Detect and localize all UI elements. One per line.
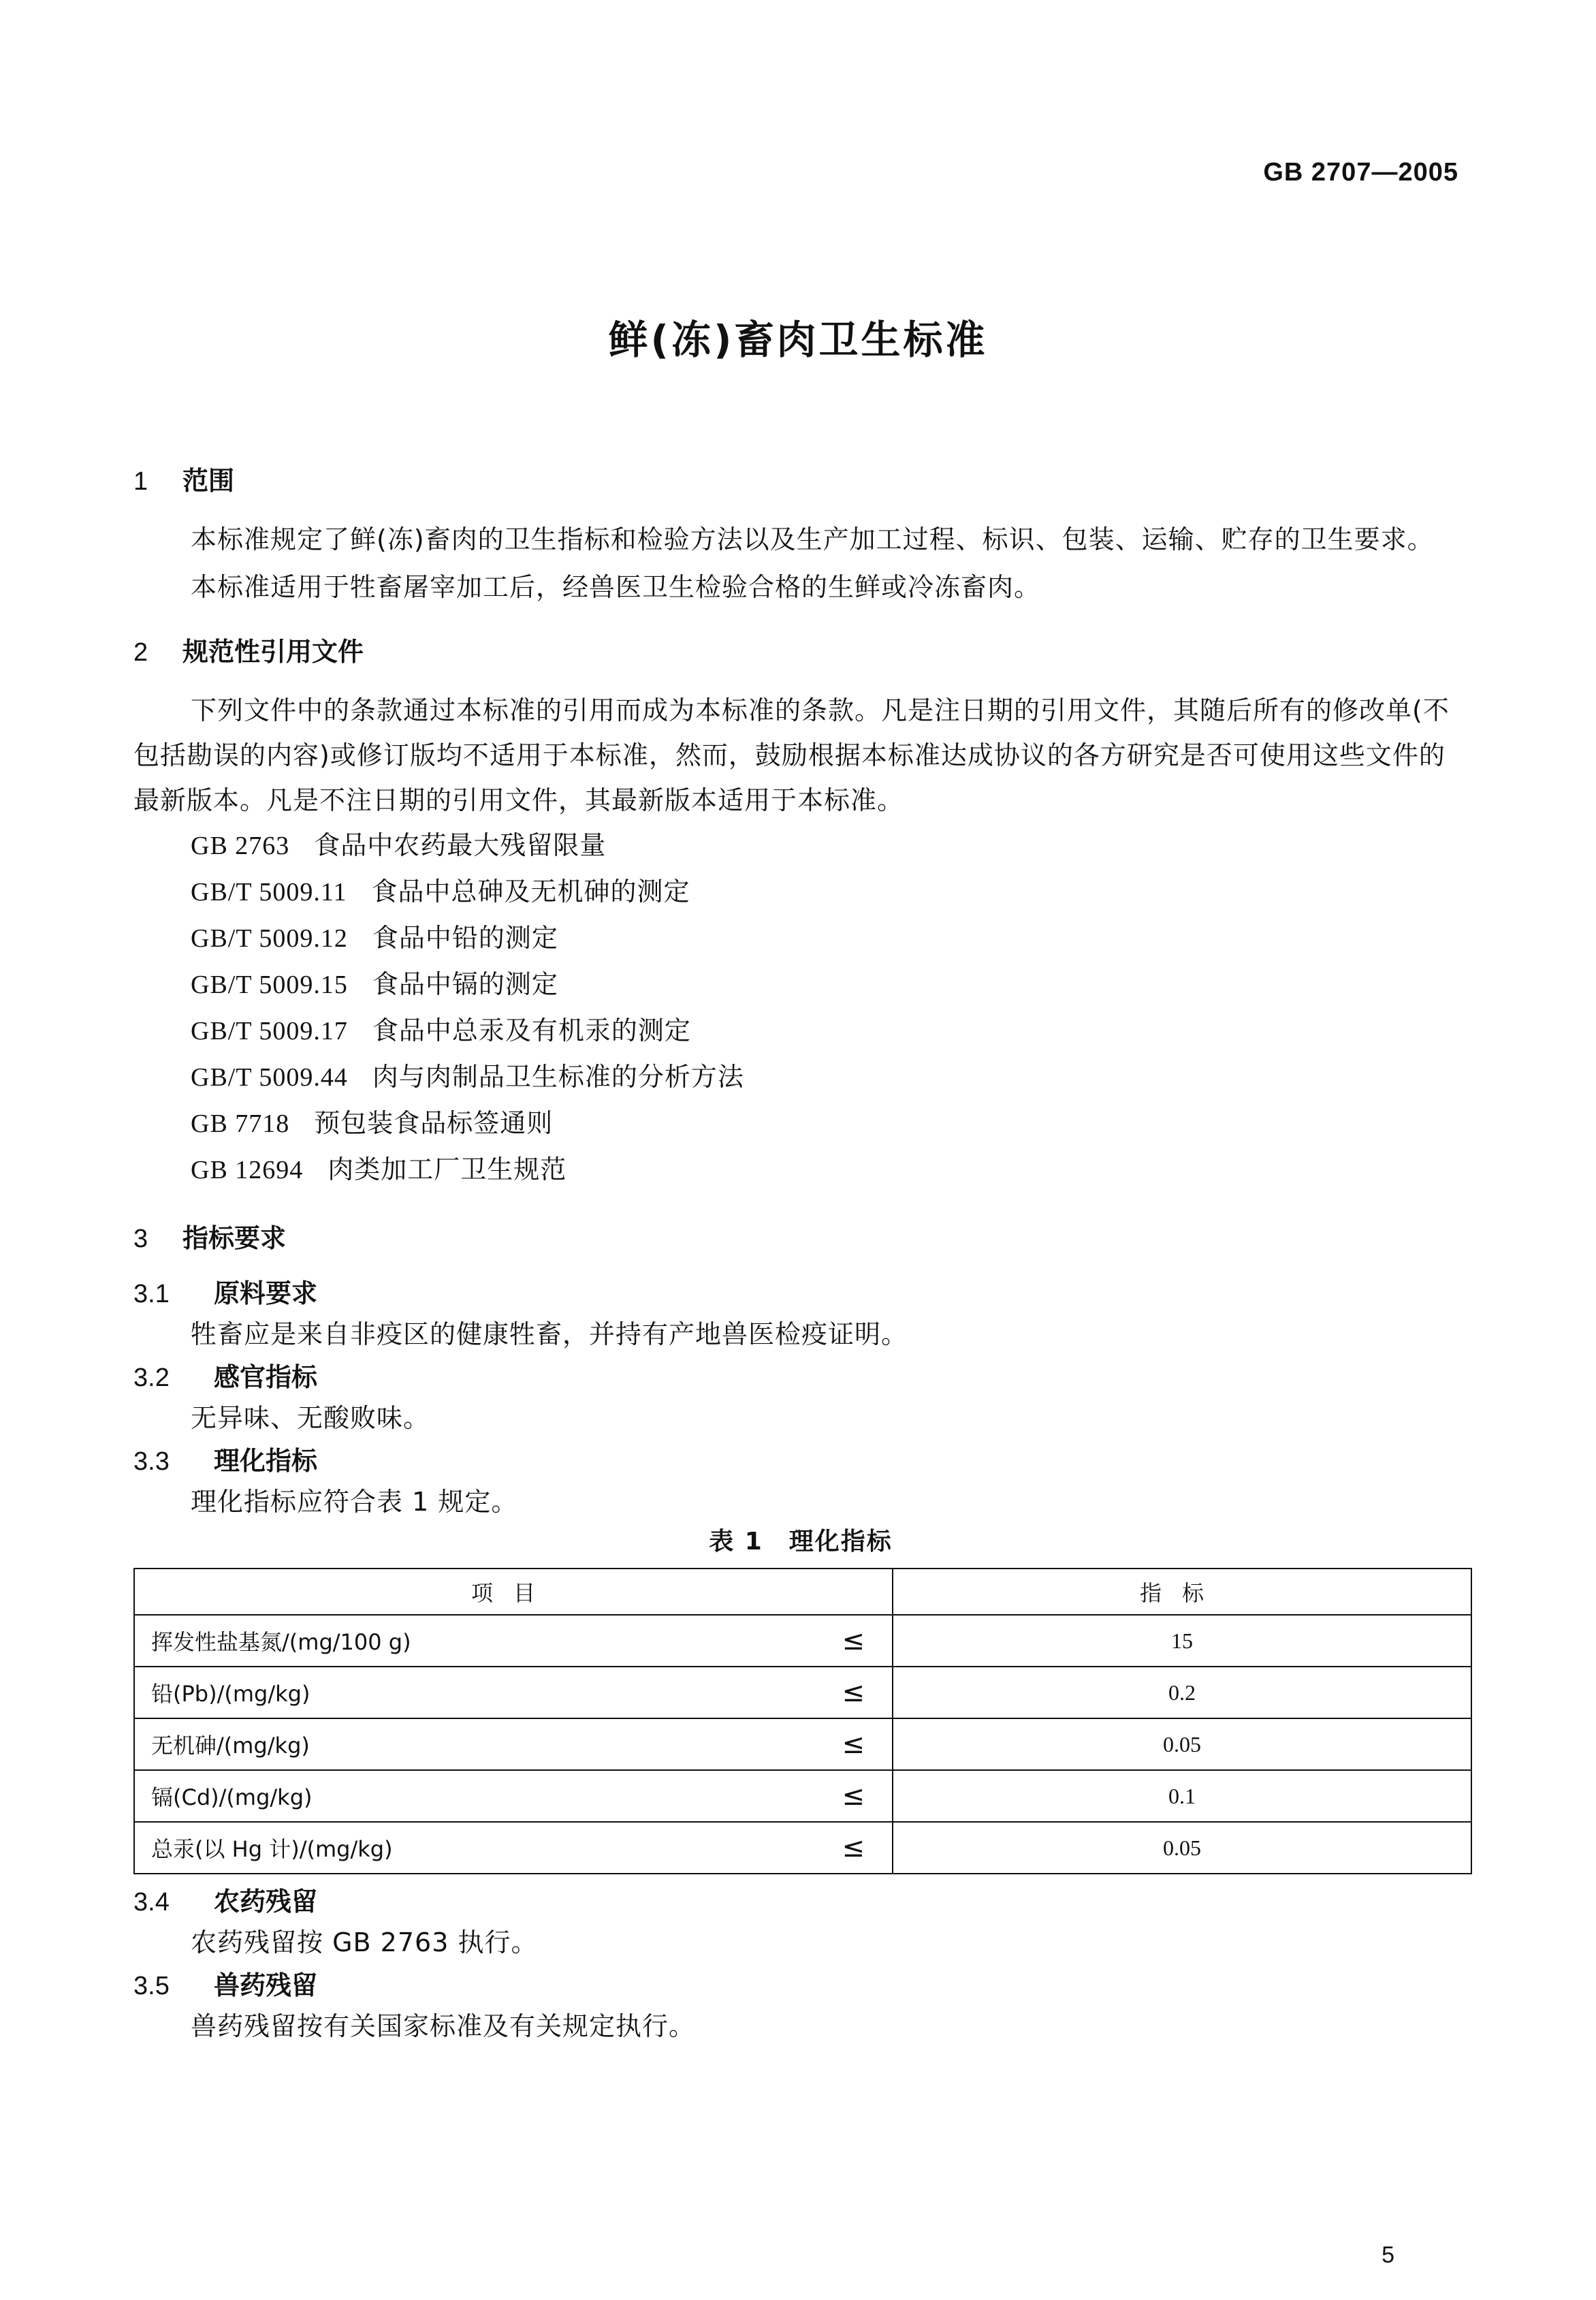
reference-item xyxy=(133,915,1468,962)
reference-code: GB/T 5009.12 xyxy=(191,924,348,953)
table-row xyxy=(134,1667,1471,1718)
subsection-title: 兽药残留 xyxy=(214,1970,318,2000)
table-cell-relation: ≤ xyxy=(808,1615,893,1667)
table-cell-item: 镉(Cd)/(mg/kg) xyxy=(134,1770,808,1822)
paragraph: 本标准规定了鲜(冻)畜肉的卫生指标和检验方法以及生产加工过程、标识、包装、运输、贮存的卫生要求。 xyxy=(191,524,1434,554)
subsection-number: 3.2 xyxy=(133,1364,170,1392)
reference-code: GB/T 5009.15 xyxy=(191,971,348,999)
standard-code: GB 2707—2005 xyxy=(1263,158,1458,187)
subsection-3-2-heading xyxy=(133,1359,1468,1396)
reference-item xyxy=(133,823,1468,869)
section-2 xyxy=(133,634,1468,1193)
reference-title: 肉与肉制品卫生标准的分析方法 xyxy=(372,1062,744,1092)
section-2-heading xyxy=(133,634,1468,670)
table-row xyxy=(134,1770,1471,1822)
section-1-heading xyxy=(133,463,1468,499)
reference-title: 肉类加工厂卫生规范 xyxy=(328,1154,567,1184)
table-header-row xyxy=(134,1569,1471,1615)
paragraph: 本标准适用于牲畜屠宰加工后，经兽医卫生检验合格的生鲜或冷冻畜肉。 xyxy=(191,572,1041,602)
table-cell-value: 0.2 xyxy=(893,1667,1471,1718)
table-row xyxy=(134,1822,1471,1874)
reference-code: GB/T 5009.44 xyxy=(191,1063,348,1092)
reference-item xyxy=(133,869,1468,915)
section-number: 2 xyxy=(133,638,148,667)
table-cell-relation: ≤ xyxy=(808,1822,893,1874)
page-number: 5 xyxy=(1382,2242,1394,2268)
reference-title: 预包装食品标签通则 xyxy=(314,1108,554,1138)
section-number: 3 xyxy=(133,1225,148,1253)
table-cell-value: 15 xyxy=(893,1615,1471,1667)
section-1 xyxy=(133,463,1468,610)
paragraph: 理化指标应符合表 1 规定。 xyxy=(191,1487,518,1517)
subsection-3-3-heading xyxy=(133,1443,1468,1479)
reference-list xyxy=(133,823,1468,1193)
paragraph: 牲畜应是来自非疫区的健康牲畜，并持有产地兽医检疫证明。 xyxy=(191,1319,908,1349)
reference-title: 食品中总汞及有机汞的测定 xyxy=(372,1015,691,1045)
table-cell-relation: ≤ xyxy=(808,1667,893,1718)
table-cell-item: 无机砷/(mg/kg) xyxy=(134,1718,808,1770)
reference-title: 食品中总砷及无机砷的测定 xyxy=(371,877,690,907)
reference-code: GB/T 5009.17 xyxy=(191,1017,348,1045)
table-cell-relation: ≤ xyxy=(808,1718,893,1770)
paragraph: 无异味、无酸败味。 xyxy=(191,1403,430,1433)
table-cell-value: 0.05 xyxy=(893,1718,1471,1770)
section-title: 规范性引用文件 xyxy=(182,637,364,667)
subsection-number: 3.5 xyxy=(133,1972,170,2000)
subsection-number: 3.3 xyxy=(133,1447,170,1476)
reference-code: GB 2763 xyxy=(191,832,290,860)
subsection-number: 3.4 xyxy=(133,1888,170,1917)
reference-title: 食品中镉的测定 xyxy=(372,969,558,999)
paragraph: 农药残留按 GB 2763 执行。 xyxy=(191,1927,538,1957)
reference-code: GB 12694 xyxy=(191,1156,304,1184)
reference-code: GB/T 5009.11 xyxy=(191,878,347,907)
document-body xyxy=(133,463,1468,2049)
reference-item xyxy=(133,1008,1468,1054)
table-row xyxy=(134,1718,1471,1770)
paragraph: 下列文件中的条款通过本标准的引用而成为本标准的条款。凡是注日期的引用文件，其随后所有的修改单(不包括勘误的内容)或修订版均不适用于本标准，然而，鼓励根据本标准达成协议的各方研究是否可使用这些文件的最新版本。凡是不注日期的引用文件，其最新版本适用于本标准。 xyxy=(133,695,1450,815)
reference-code: GB 7718 xyxy=(191,1109,290,1138)
subsection-3-1-heading xyxy=(133,1276,1468,1312)
section-title: 指标要求 xyxy=(182,1223,287,1253)
reference-title: 食品中铅的测定 xyxy=(372,923,558,953)
reference-title: 食品中农药最大残留限量 xyxy=(314,830,607,860)
reference-item xyxy=(133,1147,1468,1193)
reference-item xyxy=(133,1101,1468,1147)
physicochemical-table xyxy=(133,1568,1472,1874)
reference-item xyxy=(133,1054,1468,1101)
paragraph: 兽药残留按有关国家标准及有关规定执行。 xyxy=(191,2011,696,2041)
document-title: 鲜(冻)畜肉卫生标准 xyxy=(608,317,988,363)
column-header-item: 项目 xyxy=(134,1569,893,1615)
subsection-title: 感官指标 xyxy=(214,1362,318,1392)
subsection-title: 原料要求 xyxy=(214,1278,318,1308)
column-header-value: 指标 xyxy=(893,1569,1471,1615)
subsection-3-5-heading xyxy=(133,1968,1468,2004)
subsection-title: 农药残留 xyxy=(214,1887,318,1917)
table-cell-relation: ≤ xyxy=(808,1770,893,1822)
section-title: 范围 xyxy=(182,466,235,496)
section-number: 1 xyxy=(133,467,148,496)
table-cell-item: 铅(Pb)/(mg/kg) xyxy=(134,1667,808,1718)
table-cell-item: 总汞(以 Hg 计)/(mg/kg) xyxy=(134,1822,808,1874)
section-3-heading xyxy=(133,1220,1468,1257)
subsection-title: 理化指标 xyxy=(214,1446,318,1476)
table-title: 表 1 理化指标 xyxy=(709,1528,893,1556)
reference-item xyxy=(133,962,1468,1008)
subsection-3-4-heading xyxy=(133,1884,1468,1920)
table-cell-item: 挥发性盐基氮/(mg/100 g) xyxy=(134,1615,808,1667)
table-cell-value: 0.1 xyxy=(893,1770,1471,1822)
table-row xyxy=(134,1615,1471,1667)
table-cell-value: 0.05 xyxy=(893,1822,1471,1874)
section-3 xyxy=(133,1220,1468,2049)
subsection-number: 3.1 xyxy=(133,1280,170,1308)
